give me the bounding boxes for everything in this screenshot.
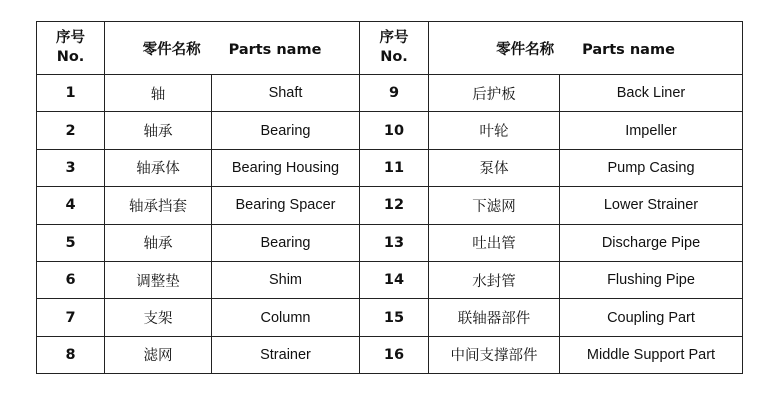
part-number-left: 4	[37, 187, 105, 224]
part-number-right: 15	[360, 299, 429, 336]
part-name-cn-left: 轴承	[105, 224, 212, 261]
part-number-left: 3	[37, 149, 105, 186]
part-name-cn-left: 支架	[105, 299, 212, 336]
part-number-left: 2	[37, 112, 105, 149]
part-name-en-right: Pump Casing	[560, 149, 743, 186]
part-name-en-right: Coupling Part	[560, 299, 743, 336]
part-name-en-left: Bearing Spacer	[212, 187, 360, 224]
part-number-right: 16	[360, 336, 429, 373]
part-number-left: 7	[37, 299, 105, 336]
part-name-cn-right: 吐出管	[429, 224, 560, 261]
part-name-en-right: Discharge Pipe	[560, 224, 743, 261]
part-name-cn-right: 后护板	[429, 75, 560, 112]
part-name-cn-left: 滤网	[105, 336, 212, 373]
header-parts-name-en: Parts name	[228, 41, 322, 58]
header-parts-name-right	[429, 22, 743, 75]
table-row	[37, 149, 743, 186]
part-number-right: 12	[360, 187, 429, 224]
header-parts-name-cn: 零件名称	[496, 41, 555, 58]
part-name-en-left: Shaft	[212, 75, 360, 112]
header-number-en: No.	[56, 49, 85, 65]
part-name-cn-left: 轴	[105, 75, 212, 112]
part-name-cn-left: 轴承体	[105, 149, 212, 186]
parts-table	[36, 21, 743, 374]
header-parts-name-left	[105, 22, 360, 75]
part-name-en-left: Column	[212, 299, 360, 336]
table-row	[37, 261, 743, 298]
part-number-left: 8	[37, 336, 105, 373]
part-name-cn-right: 下滤网	[429, 187, 560, 224]
part-name-en-right: Flushing Pipe	[560, 261, 743, 298]
table-row	[37, 75, 743, 112]
part-name-en-left: Shim	[212, 261, 360, 298]
table-header-row	[37, 22, 743, 75]
part-name-cn-right: 中间支撑部件	[429, 336, 560, 373]
table-row	[37, 299, 743, 336]
part-name-cn-right: 水封管	[429, 261, 560, 298]
part-name-en-right: Lower Strainer	[560, 187, 743, 224]
table-row	[37, 224, 743, 261]
part-number-left: 1	[37, 75, 105, 112]
part-name-cn-right: 联轴器部件	[429, 299, 560, 336]
header-number-left	[37, 22, 105, 75]
part-number-left: 5	[37, 224, 105, 261]
part-number-right: 10	[360, 112, 429, 149]
header-number-cn: 序号	[56, 30, 85, 46]
table-row	[37, 187, 743, 224]
part-number-right: 13	[360, 224, 429, 261]
part-name-cn-left: 轴承	[105, 112, 212, 149]
part-name-cn-right: 泵体	[429, 149, 560, 186]
table-row	[37, 336, 743, 373]
part-number-right: 11	[360, 149, 429, 186]
part-name-en-left: Bearing	[212, 112, 360, 149]
part-name-cn-left: 轴承挡套	[105, 187, 212, 224]
part-name-en-left: Strainer	[212, 336, 360, 373]
header-number-right	[360, 22, 429, 75]
part-name-en-right: Back Liner	[560, 75, 743, 112]
part-name-cn-left: 调整垫	[105, 261, 212, 298]
header-parts-name-cn: 零件名称	[142, 41, 201, 58]
header-parts-name-en: Parts name	[582, 41, 675, 58]
part-number-right: 9	[360, 75, 429, 112]
table-row	[37, 112, 743, 149]
part-number-left: 6	[37, 261, 105, 298]
part-name-en-left: Bearing Housing	[212, 149, 360, 186]
header-number-en: No.	[380, 49, 408, 65]
part-name-en-right: Middle Support Part	[560, 336, 743, 373]
part-name-en-right: Impeller	[560, 112, 743, 149]
part-number-right: 14	[360, 261, 429, 298]
part-name-en-left: Bearing	[212, 224, 360, 261]
part-name-cn-right: 叶轮	[429, 112, 560, 149]
header-number-cn: 序号	[379, 30, 409, 46]
